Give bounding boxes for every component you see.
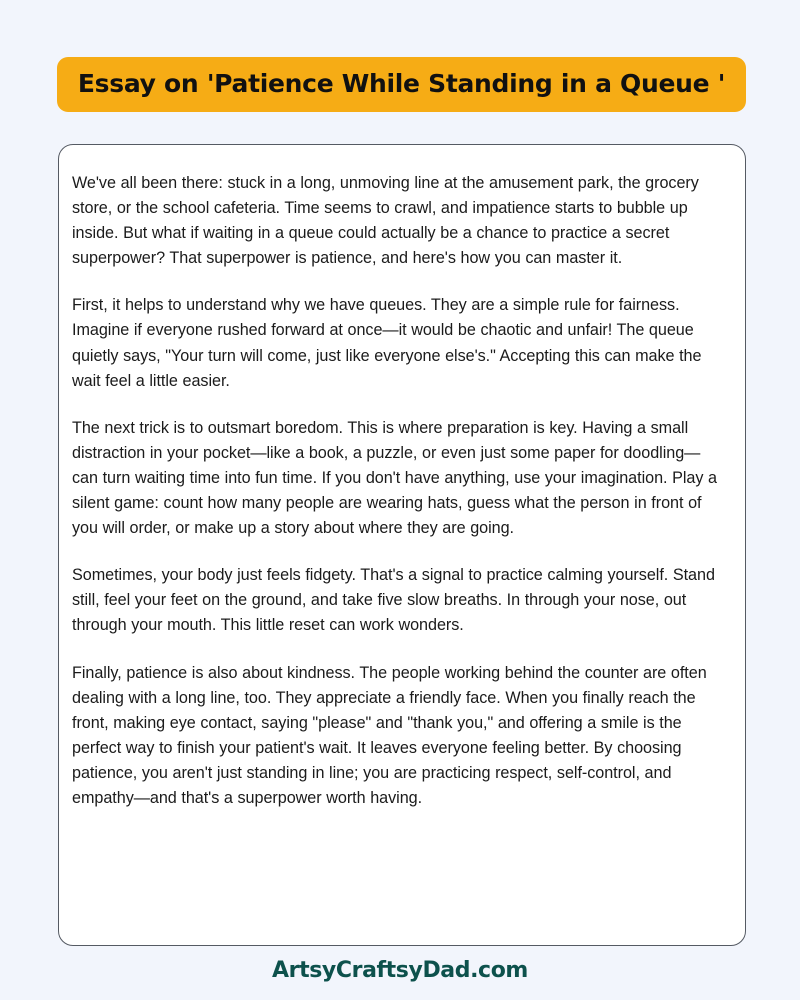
essay-paragraph: We've all been there: stuck in a long, unmoving line at the amusement park, the grocery store, or the school cafeteria. Time seems to crawl, and impatience starts to bubble up inside. But what if waiting in a queue could actually be a chance to practice a secret superpower? That superpower is patience, and here's how you can master it.	[72, 174, 699, 268]
essay-paragraph: Finally, patience is also about kindness. The people working behind the counter are often dealing with a long line, too. They appreciate a friendly face. When you finally reach the front, making eye contact, saying "please" and "thank you," and offering a smile is the perfect way to finish your patient's wait. It leaves everyone feeling better. By choosing patience, you aren't just standing in line; you are practicing respect, self-control, and empathy—and that's a superpower worth having.	[72, 663, 707, 807]
title-banner	[57, 57, 746, 112]
footer-branding	[0, 958, 800, 983]
essay-card	[58, 144, 746, 946]
essay-body	[59, 145, 745, 821]
site-brand-label: ArtsyCraftsyDad.com	[272, 958, 528, 983]
page-title: Essay on 'Patience While Standing in a Queue '	[77, 69, 726, 98]
essay-paragraph: First, it helps to understand why we have queues. They are a simple rule for fairness. Imagine if everyone rushed forward at once—it would be chaotic and unfair! The queue quietly says, "Your turn will come, just like everyone else's." Accepting this can make the wait feel a little easier.	[72, 296, 702, 390]
essay-paragraph: Sometimes, your body just feels fidgety. That's a signal to practice calming yourself. Stand still, feel your feet on the ground, and take five slow breaths. In through your nose, out through your mouth. This little reset can work wonders.	[72, 566, 715, 635]
essay-paragraph: The next trick is to outsmart boredom. This is where preparation is key. Having a small distraction in your pocket—like a book, a puzzle, or even just some paper for doodling—can turn waiting time into fun time. If you don't have anything, use your imagination. Play a silent game: count how many people are wearing hats, guess what the person in front of you will order, or make up a story about where they are going.	[72, 418, 718, 538]
